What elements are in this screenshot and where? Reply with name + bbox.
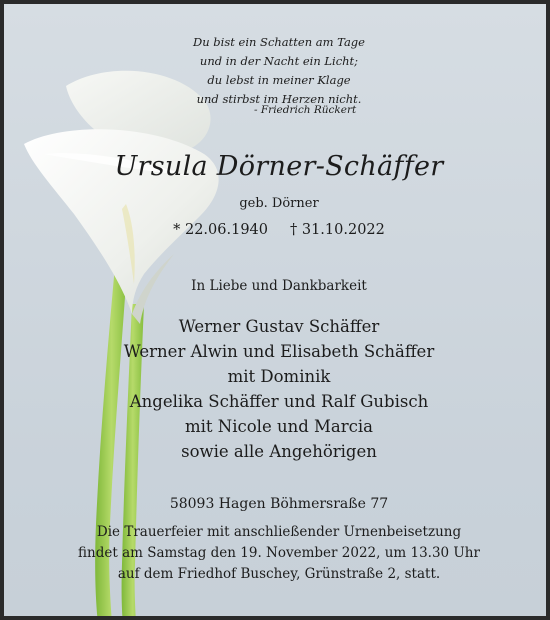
poem-line-3: du lebst in meiner Klage (207, 73, 351, 87)
service-line-3: auf dem Friedhof Buschey, Grünstraße 2, statt. (117, 566, 441, 582)
family-line-3: mit Dominik (227, 367, 331, 386)
birth-date: * 22.06.1940 (173, 222, 268, 238)
family-line-2: Werner Alwin und Elisabeth Schäffer (123, 342, 435, 361)
poem-line-1: Du bist ein Schatten am Tage (193, 35, 365, 49)
notice-text (4, 4, 550, 620)
family-line-6: sowie alle Angehörigen (181, 442, 377, 461)
poem-line-4: und stirbst im Herzen nicht. (196, 92, 362, 106)
death-date: † 31.10.2022 (290, 222, 385, 238)
dedication: In Liebe und Dankbarkeit (191, 278, 367, 294)
address: 58093 Hagen Böhmersraße 77 (169, 496, 389, 512)
service-line-2: findet am Samstag den 19. November 2022, um 13.30 Uhr (78, 545, 480, 561)
poem-line-2: und in der Nacht ein Licht; (199, 54, 359, 68)
deceased-name: Ursula Dörner-Schäffer (114, 151, 444, 182)
service-line-1: Die Trauerfeier mit anschließender Urnenbeisetzung (96, 524, 462, 540)
maiden-name: geb. Dörner (239, 196, 319, 211)
life-dates (4, 222, 550, 238)
family-line-4: Angelika Schäffer und Ralf Gubisch (129, 392, 429, 411)
family-line-1: Werner Gustav Schäffer (178, 317, 380, 336)
poem-author: - Friedrich Rückert (254, 104, 357, 116)
family-line-5: mit Nicole und Marcia (184, 417, 373, 436)
